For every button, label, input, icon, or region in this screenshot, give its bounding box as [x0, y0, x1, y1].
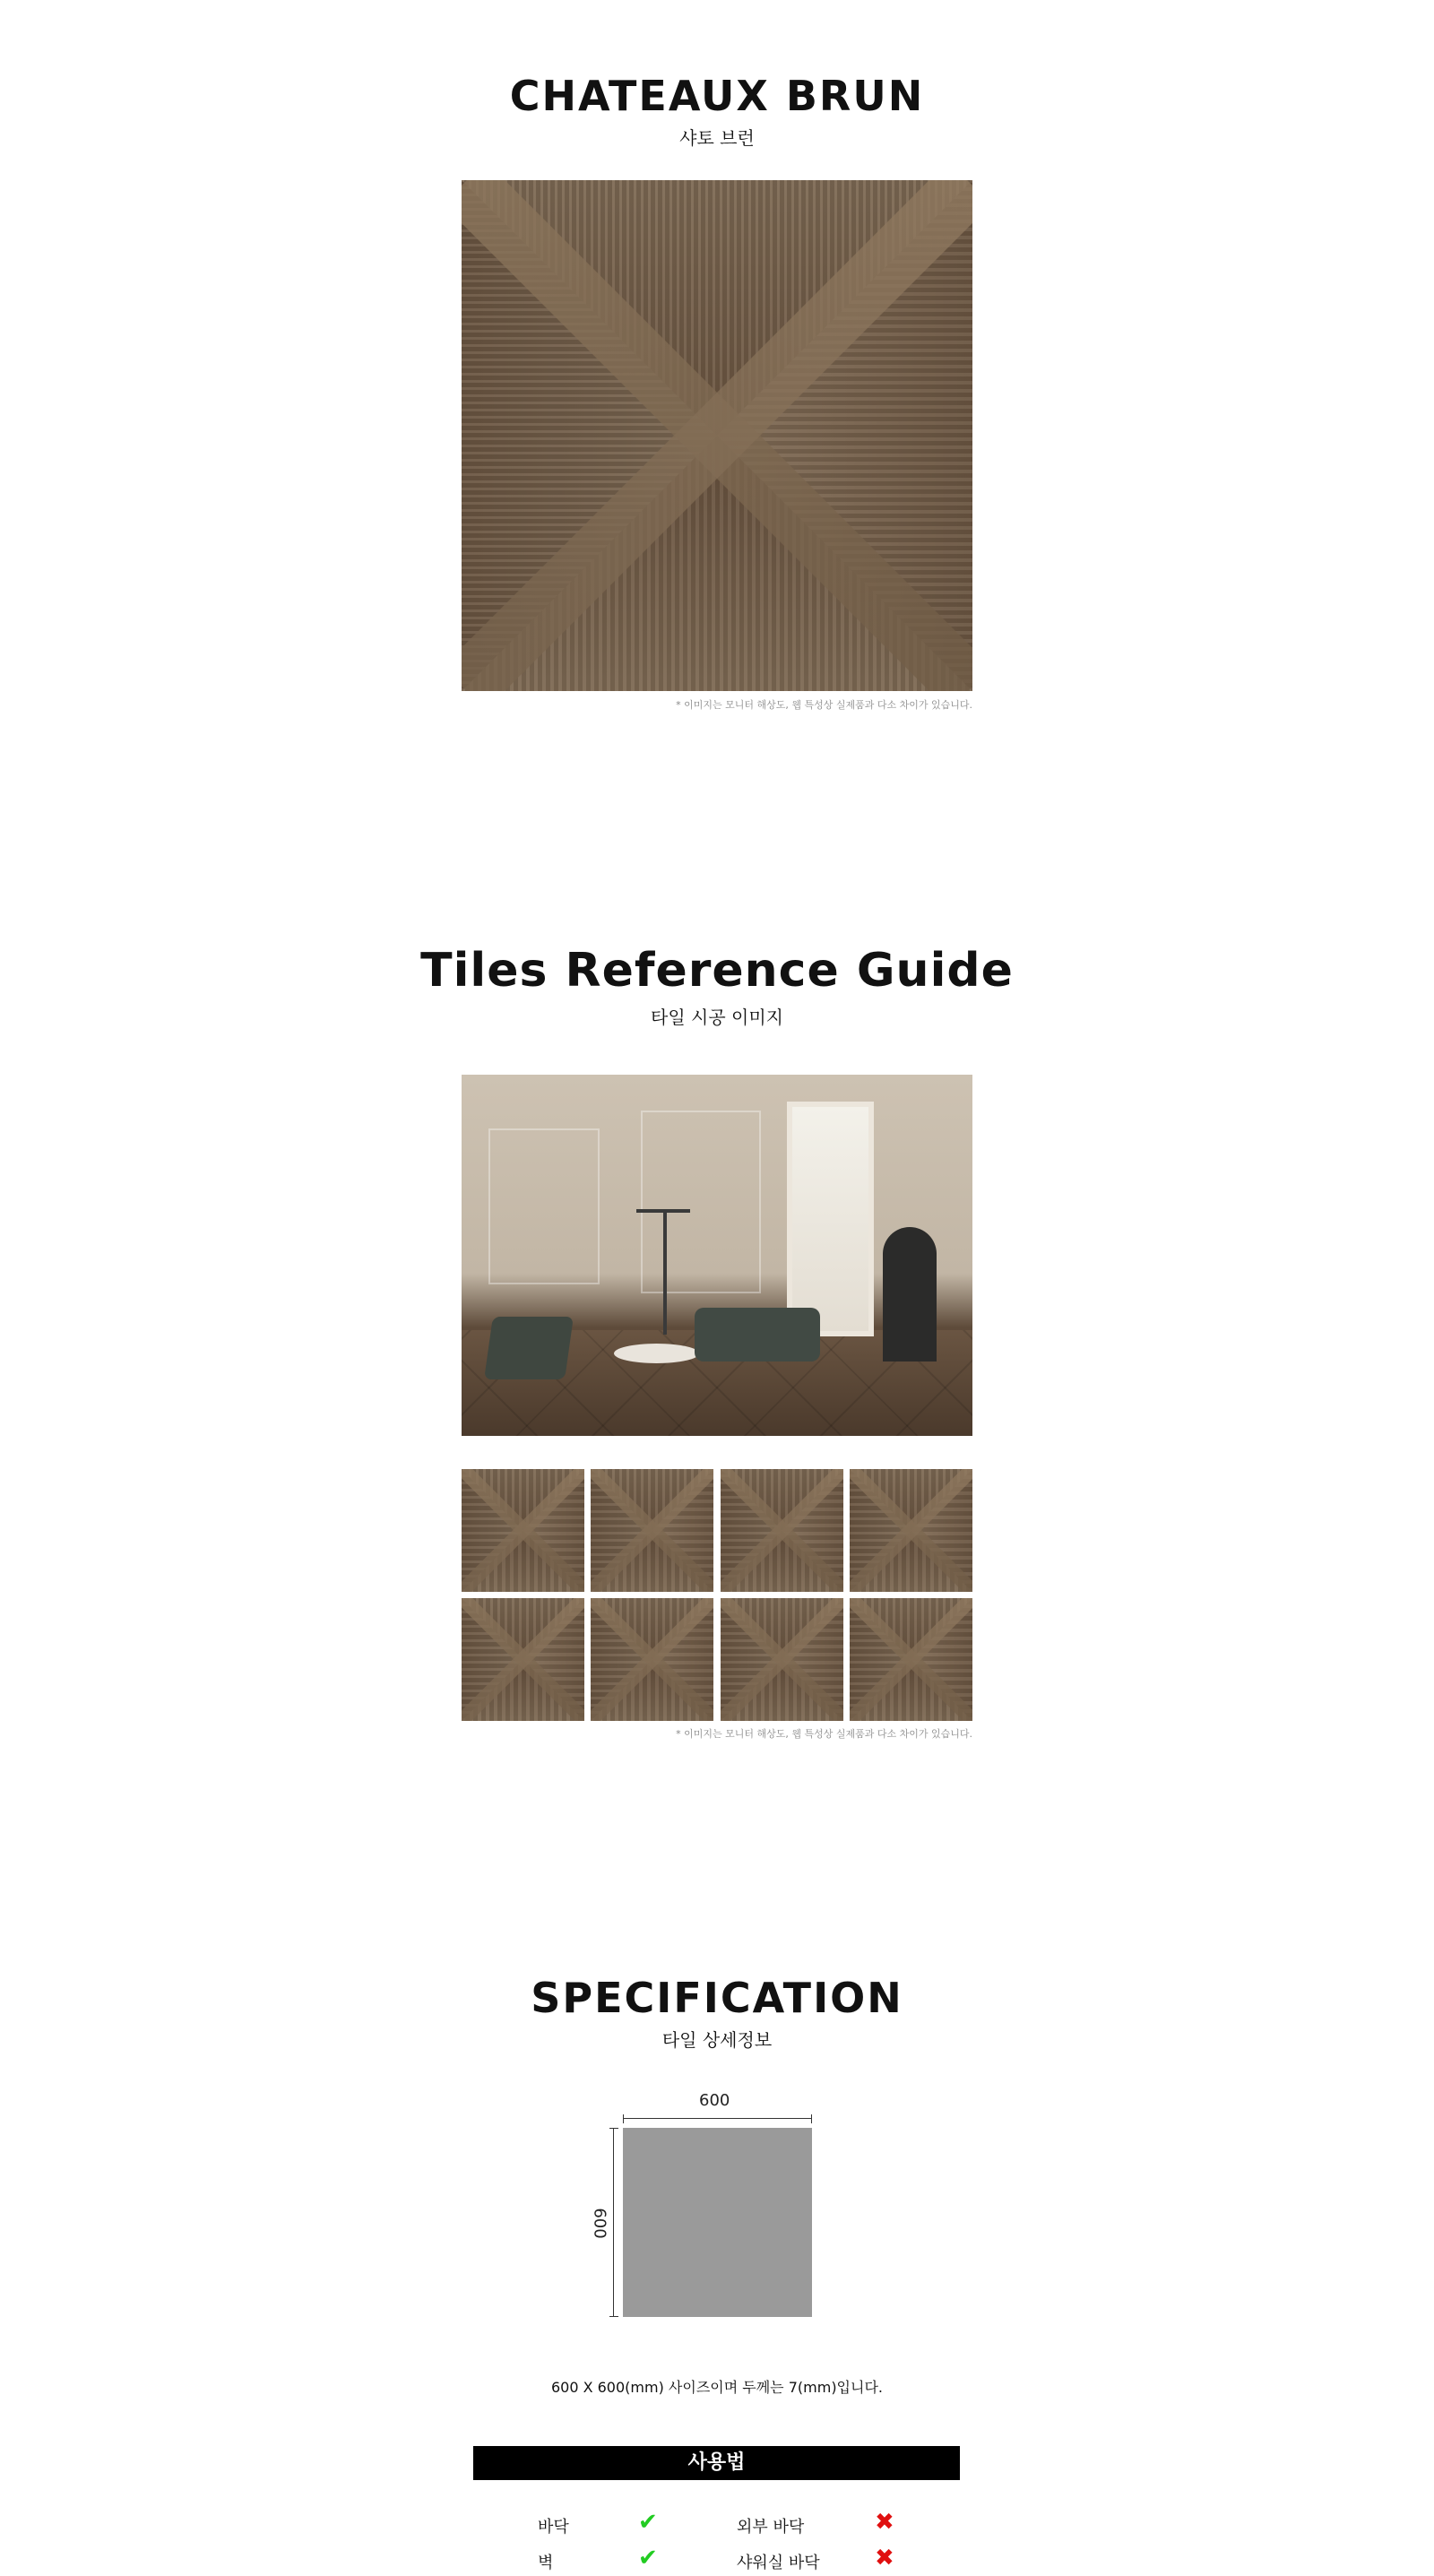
spec-width-label: 600: [699, 2091, 730, 2110]
spec-title: SPECIFICATION: [531, 1974, 903, 2022]
cross-icon: ✖: [875, 2545, 894, 2572]
tile-variation: [721, 1469, 843, 1592]
reference-title: Tiles Reference Guide: [420, 944, 1014, 998]
spec-header: [0, 1974, 1434, 2052]
product-subtitle: 샤토 브런: [679, 127, 755, 149]
check-icon: ✔: [638, 2509, 658, 2536]
spec-width-dimension-line: [623, 2118, 812, 2119]
tile-variation: [721, 1598, 843, 1721]
tile-variation: [462, 1469, 584, 1592]
usage-label-floor: 바닥: [538, 2518, 569, 2537]
cross-icon: ✖: [875, 2509, 894, 2536]
tile-variation: [850, 1598, 972, 1721]
tile-variation: [591, 1469, 713, 1592]
check-icon: ✔: [638, 2545, 658, 2572]
reference-subtitle: 타일 시공 이미지: [651, 1007, 783, 1028]
product-image-note: * 이미지는 모니터 해상도, 웹 특성상 실제품과 다소 차이가 있습니다.: [676, 699, 972, 711]
usage-label-shower-floor: 샤워실 바닥: [737, 2554, 820, 2572]
spec-subtitle: 타일 상세정보: [661, 2029, 773, 2051]
tile-variation: [462, 1598, 584, 1721]
usage-label-exterior-floor: 외부 바닥: [737, 2518, 805, 2537]
usage-label-wall: 벽: [538, 2554, 554, 2572]
room-scene-image: [462, 1075, 972, 1436]
spec-tile-diagram: [623, 2128, 812, 2317]
spec-height-dimension-line: [613, 2128, 614, 2317]
reference-header: [0, 944, 1434, 1029]
product-title: CHATEAUX BRUN: [509, 72, 925, 120]
usage-title-bar: 사용법: [473, 2446, 960, 2480]
spec-height-label: 600: [590, 2208, 609, 2239]
tile-variation: [591, 1598, 713, 1721]
tile-variation: [850, 1469, 972, 1592]
spec-size-text: 600 X 600(mm) 사이즈이며 두께는 7(mm)입니다.: [550, 2379, 884, 2396]
reference-image-note: * 이미지는 모니터 해상도, 웹 특성상 실제품과 다소 차이가 있습니다.: [676, 1728, 972, 1740]
product-tile-image: [462, 180, 972, 691]
product-header: [0, 72, 1434, 150]
